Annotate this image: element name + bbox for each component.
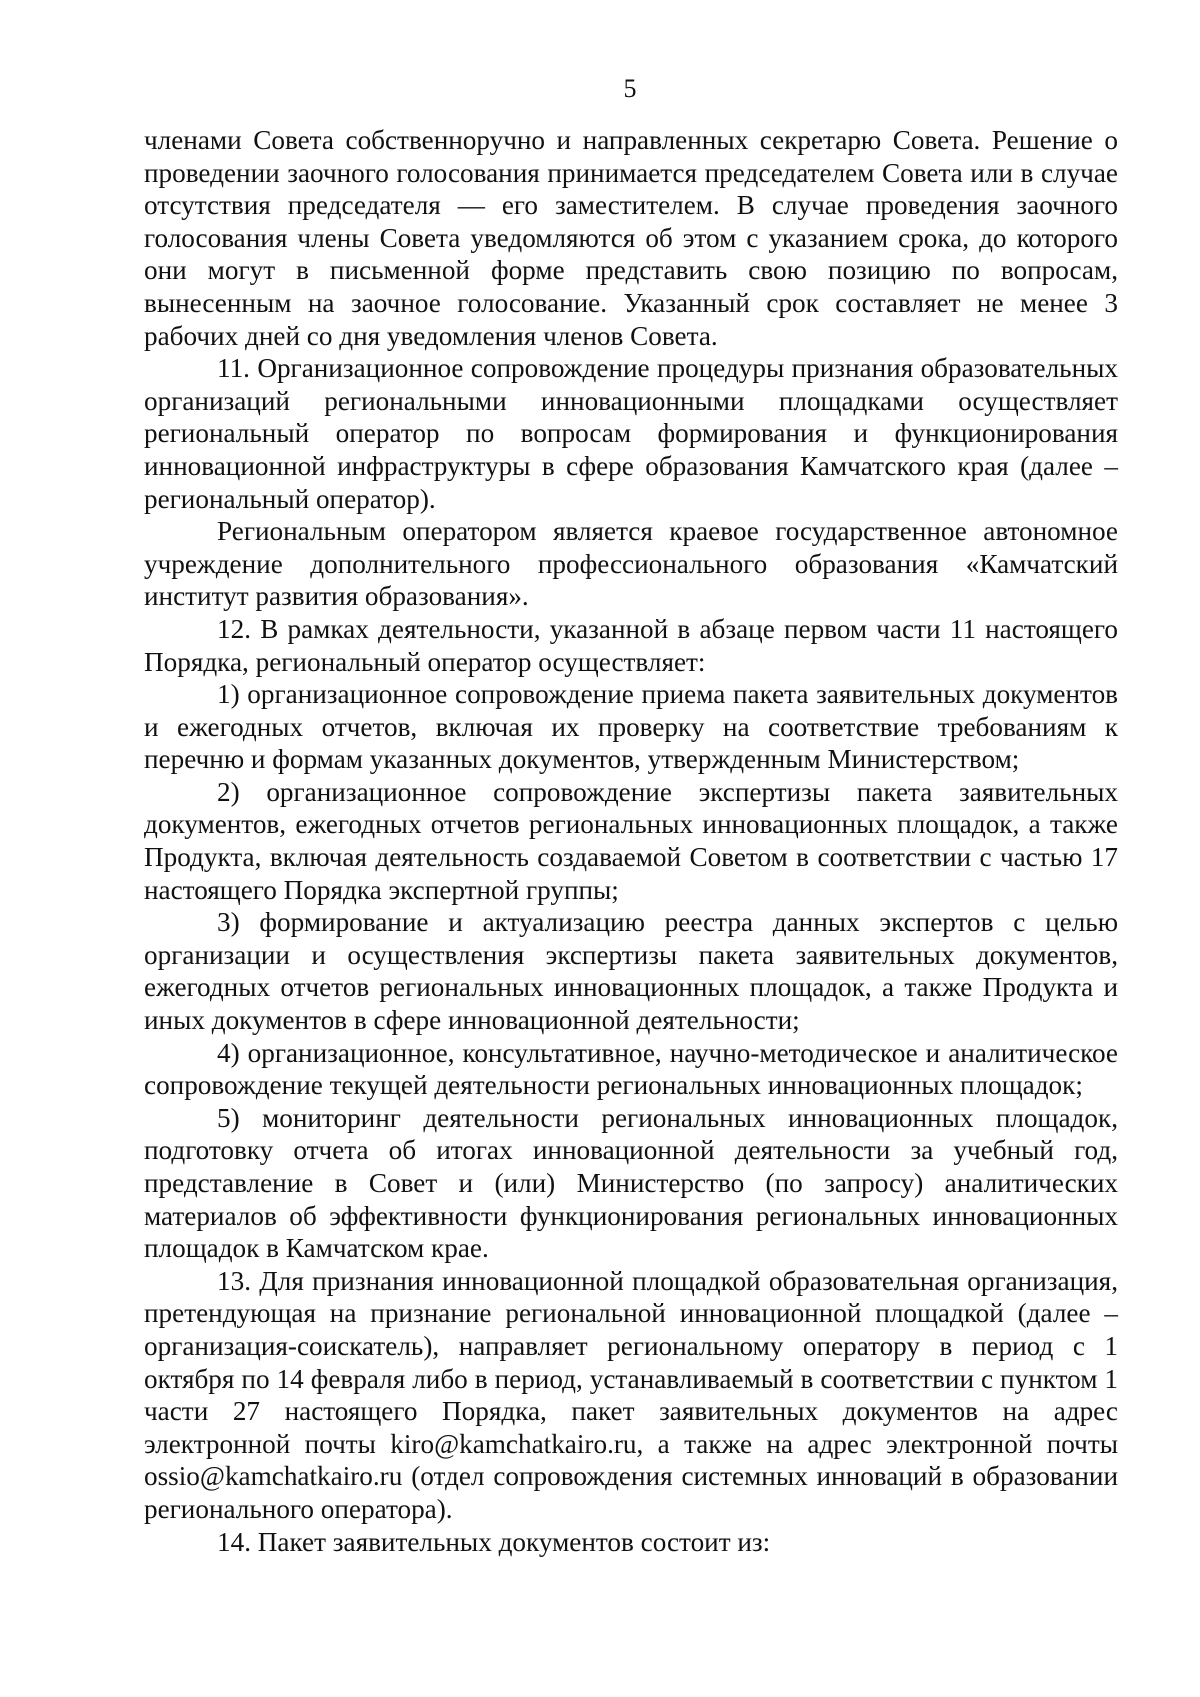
paragraph-12-item-3: 3) формирование и актуализацию реестра данных экспертов с целью организации и осуществления экспертизы пакета заявительных документов, ежегодных отчетов региональных инновационных площадок, а также Продукта и иных документов в сфере инновационной деятельности;: [144, 907, 1118, 1036]
paragraph-11: 11. Организационное сопровождение процедуры признания образовательных организаций региональными инновационными площадками осуществляет региональный оператор по вопросам формирования и функционирования инновационной инфраструктуры в сфере образования Камчатского края (далее – региональный оператор).: [144, 353, 1118, 514]
paragraph-voting-continuation: членами Совета собственноручно и направленных секретарю Совета. Решение о проведении заочного голосования принимается председателем Совета или в случае отсутствия председателя — его заместителем. В случае проведения заочного голосования члены Совета уведомляются об этом с указанием срока, до которого они могут в письменной форме представить свою позицию по вопросам, вынесенным на заочное голосование. Указанный срок составляет не менее 3 рабочих дней со дня уведомления членов Совета.: [144, 125, 1118, 351]
paragraph-12-item-4: 4) организационное, консультативное, научно-методическое и аналитическое сопровождение текущей деятельности региональных инновационных площадок;: [144, 1037, 1118, 1101]
paragraph-14: 14. Пакет заявительных документов состоит из:: [217, 1526, 771, 1557]
paragraph-12-item-5: 5) мониторинг деятельности региональных инновационных площадок, подготовку отчета об итогах инновационной деятельности за учебный год, представление в Совет и (или) Министерство (по запросу) аналитических материалов об эффективности функционирования региональных инновационных площадок в Камчатском крае.: [144, 1102, 1118, 1264]
paragraph-12-item-2: 2) организационное сопровождение экспертизы пакета заявительных документов, ежегодных отчетов региональных инновационных площадок, а также Продукта, включая деятельность создаваемой Советом в соответствии с частью 17 настоящего Порядка экспертной группы;: [144, 776, 1118, 905]
paragraph-12: 12. В рамках деятельности, указанной в абзаце первом части 11 настоящего Порядка, региональный оператор осуществляет:: [144, 613, 1118, 677]
paragraph-12-item-1: 1) организационное сопровождение приема пакета заявительных документов и ежегодных отчетов, включая их проверку на соответствие требованиям к перечню и формам указанных документов, утвержденным Министерством;: [144, 679, 1118, 775]
paragraph-regional-operator: Региональным оператором является краевое государственное автономное учреждение дополнительного профессионального образования «Камчатский институт развития образования».: [144, 516, 1118, 612]
paragraph-13: 13. Для признания инновационной площадкой образовательная организация, претендующая на признание региональной инновационной площадкой (далее – организация-соискатель), направляет региональному оператору в период с 1 октября по 14 февраля либо в период, устанавливаемый в соответствии с пунктом 1 части 27 настоящего Порядка, пакет заявительных документов на адрес электронной почты kiro@kamchatkairo.ru, а также на адрес электронной почты ossio@kamchatkairo.ru (отдел сопровождения системных инноваций в образовании регионального оператора).: [144, 1265, 1118, 1524]
document-body: [144, 124, 1118, 1558]
page-number: 5: [623, 74, 637, 103]
